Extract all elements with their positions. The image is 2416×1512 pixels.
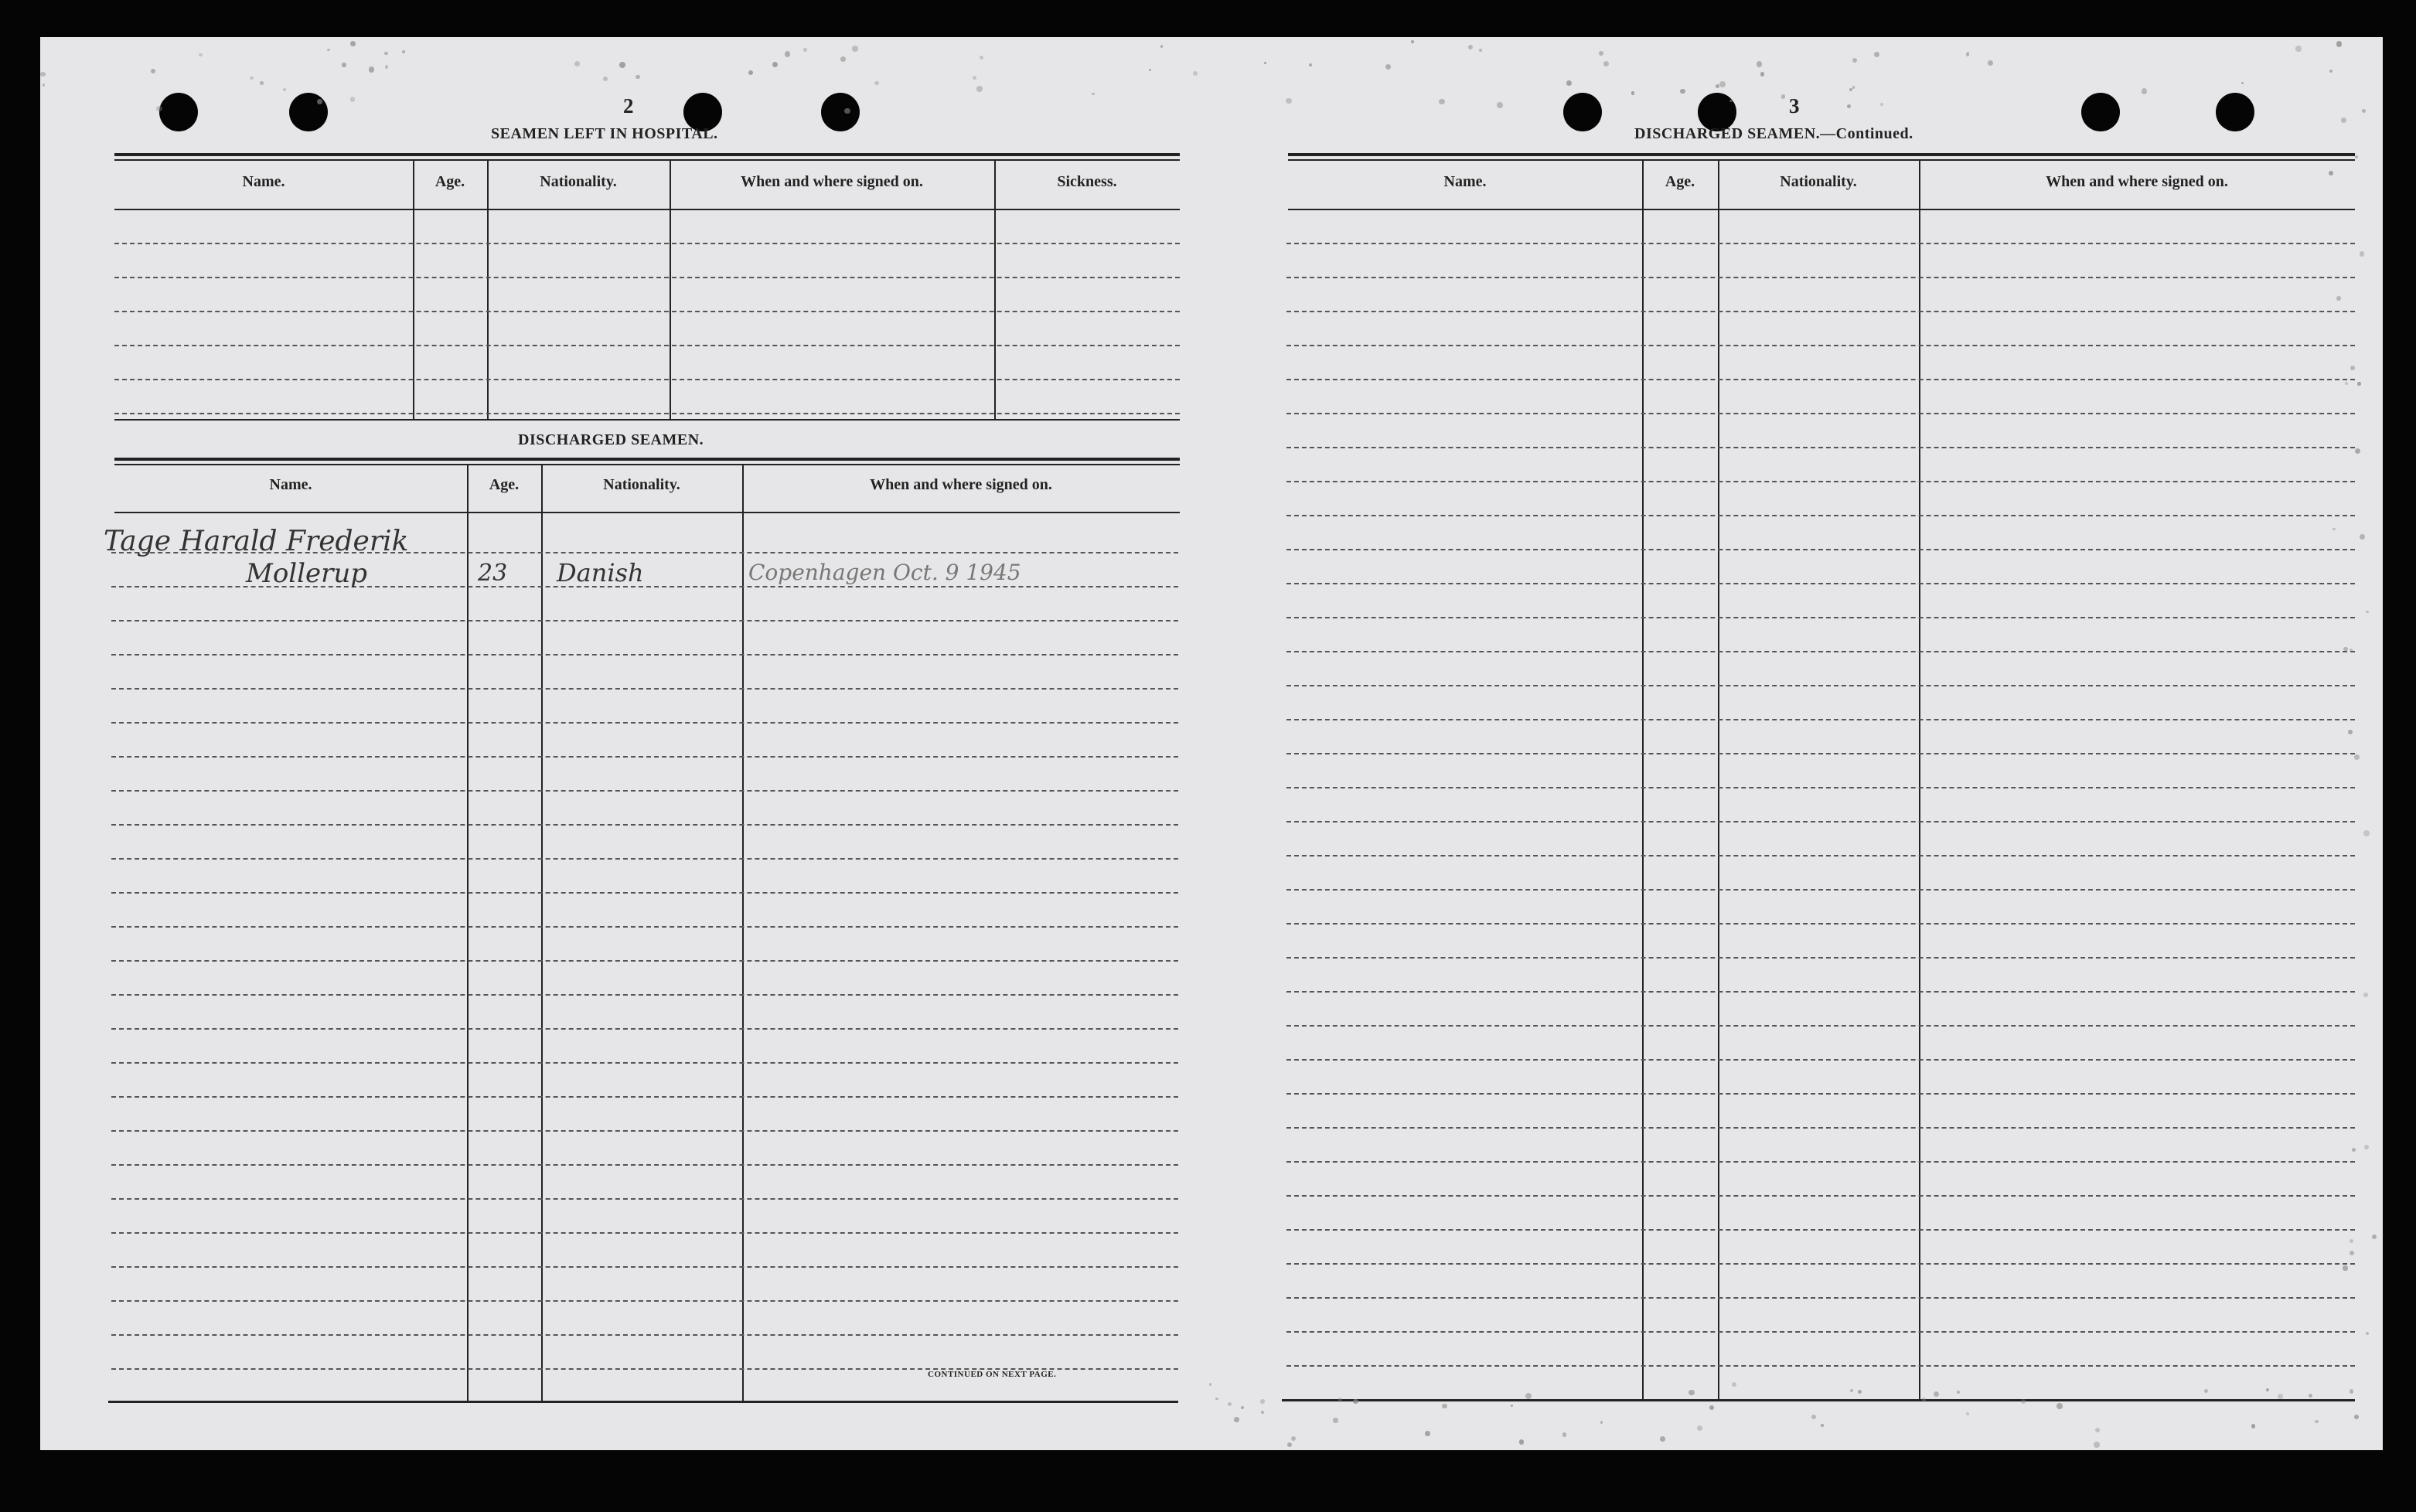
paper-speck (283, 88, 286, 91)
hospital-header-nationality: Nationality. (540, 173, 617, 190)
paper-speck (384, 52, 387, 55)
paper-speck (1562, 1432, 1566, 1436)
paper-speck (840, 56, 846, 62)
discharged-ruled-line (111, 892, 1178, 894)
right-ruled-line (1286, 787, 2355, 788)
paper-speck (1849, 88, 1852, 91)
paper-speck (2345, 382, 2348, 385)
paper-speck (1333, 1418, 1337, 1422)
paper-speck (2352, 1148, 2356, 1152)
paper-speck (1729, 100, 1732, 102)
discharged-ruled-line (111, 1096, 1178, 1098)
paper-speck (619, 62, 625, 68)
discharged-header-nationality: Nationality. (603, 476, 680, 493)
paper-speck (350, 97, 355, 101)
paper-speck (1497, 102, 1503, 108)
right-top-rule-thin (1288, 159, 2355, 161)
paper-speck (2021, 1399, 2026, 1404)
paper-speck (2362, 109, 2366, 113)
hospital-top-rule (114, 153, 1180, 156)
right-ruled-line (1286, 481, 2355, 482)
discharged-ruled-line (111, 1300, 1178, 1302)
paper-speck (603, 77, 608, 81)
paper-speck (2348, 730, 2353, 735)
paper-speck (40, 72, 46, 77)
hospital-ruled-line (114, 243, 1180, 244)
paper-speck (1850, 1389, 1853, 1392)
punch-hole (159, 93, 198, 131)
discharged-bottom-rule (108, 1401, 1178, 1403)
discharged-ruled-line (111, 1164, 1178, 1166)
discharged-top-rule-thin (114, 464, 1180, 465)
paper-speck (2142, 88, 2147, 94)
right-ruled-line (1286, 1161, 2355, 1163)
paper-speck (1385, 64, 1391, 70)
paper-speck (1264, 62, 1266, 64)
paper-speck (385, 65, 388, 68)
paper-speck (1957, 1391, 1960, 1394)
discharged-header-age: Age. (489, 476, 520, 493)
discharged-top-rule (114, 458, 1180, 461)
right-ruled-line (1286, 447, 2355, 448)
discharged-col-divider (742, 465, 744, 1401)
paper-speck (1709, 1405, 1714, 1410)
right-col-divider (1919, 161, 1920, 1399)
paper-speck (1599, 51, 1603, 56)
paper-speck (748, 70, 753, 75)
discharged-ruled-line (111, 790, 1178, 792)
paper-speck (2329, 70, 2333, 73)
hospital-header-signed-on: When and where signed on. (741, 173, 923, 190)
paper-speck (1821, 1424, 1823, 1426)
hospital-bottom-rule (114, 419, 1180, 421)
paper-speck (2350, 1239, 2353, 1243)
paper-speck (1934, 1391, 1940, 1398)
paper-speck (1603, 61, 1609, 66)
paper-speck (1719, 81, 1726, 87)
paper-speck (1874, 52, 1879, 57)
discharged-ruled-line (111, 1266, 1178, 1268)
paper-speck (1228, 1402, 1232, 1406)
paper-speck (2350, 1389, 2353, 1393)
hospital-header-sickness: Sickness. (1057, 173, 1117, 190)
paper-speck (1811, 1415, 1816, 1419)
page-number-left: 2 (623, 94, 634, 117)
right-ruled-line (1286, 1059, 2355, 1061)
entry-name-line1: Tage Harald Frederik (104, 526, 409, 557)
right-ruled-line (1286, 277, 2355, 278)
paper-speck (342, 63, 346, 67)
entry-nationality: Danish (557, 558, 644, 587)
paper-speck (2266, 1388, 2269, 1391)
paper-speck (2366, 611, 2368, 613)
right-ruled-line (1286, 719, 2355, 720)
paper-speck (772, 62, 778, 67)
discharged-ruled-line (111, 926, 1178, 928)
paper-speck (2354, 754, 2360, 760)
paper-speck (1600, 1421, 1603, 1423)
paper-speck (369, 66, 375, 73)
paper-speck (199, 53, 203, 57)
discharged-ruled-line (111, 1062, 1178, 1064)
paper-speck (1757, 61, 1763, 67)
paper-speck (1966, 1412, 1968, 1415)
paper-speck (1160, 45, 1164, 48)
right-ruled-line (1286, 311, 2355, 312)
right-ruled-line (1286, 413, 2355, 414)
paper-speck (1660, 1436, 1665, 1442)
right-ruled-line (1286, 583, 2355, 584)
paper-speck (2350, 1251, 2354, 1255)
paper-speck (1149, 69, 1151, 71)
paper-speck (2350, 366, 2355, 370)
punch-hole (1563, 93, 1602, 131)
paper-speck (1209, 1383, 1212, 1386)
paper-speck (2056, 1403, 2063, 1409)
right-ruled-line (1286, 549, 2355, 550)
hospital-ruled-line (114, 413, 1180, 414)
paper-speck (1631, 91, 1634, 94)
right-ruled-line (1286, 889, 2355, 891)
paper-speck (1566, 80, 1572, 86)
right-ruled-line (1286, 855, 2355, 856)
paper-speck (973, 76, 976, 80)
paper-speck (1092, 93, 1094, 95)
paper-speck (2343, 1265, 2347, 1270)
paper-speck (1988, 60, 1993, 66)
paper-speck (1716, 84, 1719, 88)
paper-speck (2309, 1394, 2312, 1398)
discharged-ruled-line (111, 1198, 1178, 1200)
paper-speck (2364, 1145, 2369, 1149)
paper-speck (976, 86, 982, 91)
discharged-ruled-line (111, 1232, 1178, 1234)
paper-speck (1858, 1390, 1862, 1394)
paper-speck (1847, 104, 1851, 108)
paper-speck (2315, 1420, 2319, 1424)
right-ruled-line (1286, 685, 2355, 686)
paper-speck (1338, 1398, 1342, 1401)
right-ruled-line (1286, 1297, 2355, 1299)
paper-speck (2336, 296, 2341, 301)
punch-hole (2216, 93, 2254, 131)
paper-speck (1519, 1439, 1524, 1444)
discharged-ruled-line (111, 1334, 1178, 1336)
paper-speck (1479, 49, 1483, 53)
right-ruled-line (1286, 1263, 2355, 1265)
paper-speck (2336, 41, 2342, 46)
paper-speck (1442, 1404, 1447, 1409)
right-ruled-line (1286, 1365, 2355, 1367)
discharged-ruled-line (111, 1028, 1178, 1030)
discharged-ruled-line (111, 756, 1178, 758)
paper-speck (260, 81, 264, 85)
discharged-ruled-line (111, 960, 1178, 962)
discharged-section-title: DISCHARGED SEAMEN. (518, 431, 704, 448)
right-ruled-line (1286, 515, 2355, 516)
right-header-nationality: Nationality. (1780, 173, 1857, 190)
discharged-header-underline (114, 512, 1180, 513)
paper-speck (2094, 1442, 2099, 1447)
continued-footer: CONTINUED ON NEXT PAGE. (928, 1370, 1057, 1379)
paper-speck (785, 51, 791, 57)
hospital-ruled-line (114, 311, 1180, 312)
paper-speck (1286, 98, 1291, 104)
entry-name-line2: Mollerup (246, 558, 368, 589)
hospital-section-title: SEAMEN LEFT IN HOSPITAL. (491, 125, 718, 142)
paper-speck (1193, 71, 1198, 76)
right-ruled-line (1286, 617, 2355, 618)
right-ruled-line (1286, 651, 2355, 652)
paper-speck (350, 41, 356, 46)
paper-speck (1215, 1398, 1218, 1401)
discharged-col-divider (467, 465, 469, 1401)
paper-speck (1353, 1399, 1358, 1405)
paper-speck (2278, 1394, 2283, 1399)
right-ruled-line (1286, 243, 2355, 244)
hospital-ruled-line (114, 345, 1180, 346)
right-section-title: DISCHARGED SEAMEN.—Continued. (1634, 125, 1913, 142)
paper-speck (852, 46, 858, 52)
discharged-ruled-line (111, 1130, 1178, 1132)
right-ruled-line (1286, 345, 2355, 346)
right-header-name: Name. (1443, 173, 1487, 190)
right-ruled-line (1286, 1229, 2355, 1231)
discharged-ruled-line (111, 654, 1178, 656)
right-ruled-line (1286, 1025, 2355, 1027)
right-header-underline (1288, 209, 2355, 210)
right-ruled-line (1286, 1331, 2355, 1333)
right-ruled-line (1286, 923, 2355, 925)
right-ruled-line (1286, 1127, 2355, 1129)
hospital-header-underline (114, 209, 1180, 210)
discharged-ruled-line (111, 688, 1178, 690)
paper-speck (2363, 830, 2370, 836)
paper-speck (2241, 82, 2244, 85)
paper-speck (636, 75, 640, 80)
paper-speck (2095, 1428, 2100, 1432)
paper-speck (2333, 528, 2335, 530)
discharged-ruled-line (111, 858, 1178, 860)
paper-speck (2251, 1424, 2255, 1428)
hospital-top-rule-thin (114, 159, 1180, 161)
paper-speck (2360, 534, 2365, 540)
paper-speck (1922, 1398, 1926, 1401)
right-ruled-line (1286, 1195, 2355, 1197)
paper-speck (402, 50, 405, 53)
paper-speck (2363, 993, 2368, 997)
punch-hole (2081, 93, 2120, 131)
discharged-col-divider (541, 465, 543, 1401)
right-col-divider (1718, 161, 1719, 1399)
paper-speck (2295, 46, 2301, 51)
right-header-signed-on: When and where signed on. (2046, 173, 2228, 190)
paper-speck (803, 48, 807, 52)
discharged-header-name: Name. (269, 476, 312, 493)
paper-speck (1525, 1393, 1532, 1399)
discharged-ruled-line (111, 994, 1178, 996)
paper-speck (43, 83, 45, 86)
paper-speck (2355, 155, 2358, 158)
page-number-right: 3 (1789, 94, 1800, 117)
discharged-ruled-line (111, 824, 1178, 826)
paper-speck (1411, 40, 1414, 43)
paper-speck (2366, 1332, 2369, 1335)
paper-speck (1852, 86, 1855, 88)
paper-speck (1241, 1406, 1244, 1409)
right-col-divider (1642, 161, 1644, 1399)
paper-speck (1680, 89, 1685, 94)
paper-speck (1697, 1425, 1702, 1431)
paper-speck (1781, 94, 1786, 99)
right-bottom-rule (1282, 1399, 2355, 1401)
paper-speck (1309, 63, 1312, 66)
right-ruled-line (1286, 821, 2355, 822)
entry-age: 23 (478, 560, 508, 587)
paper-speck (2355, 448, 2360, 454)
paper-speck (1261, 1411, 1264, 1414)
paper-speck (1287, 1442, 1292, 1447)
right-top-rule (1288, 153, 2355, 156)
hospital-ruled-line (114, 379, 1180, 380)
right-ruled-line (1286, 957, 2355, 959)
punch-hole (821, 93, 860, 131)
hospital-header-age: Age. (434, 173, 465, 190)
right-header-age: Age. (1665, 173, 1695, 190)
paper-speck (874, 81, 878, 85)
paper-speck (1511, 1405, 1513, 1407)
paper-speck (2360, 251, 2364, 256)
paper-speck (844, 108, 850, 114)
paper-speck (1439, 99, 1445, 105)
discharged-header-signed-on: When and where signed on. (870, 476, 1052, 493)
right-ruled-line (1286, 1093, 2355, 1095)
paper-speck (574, 61, 580, 66)
discharged-ruled-line (111, 722, 1178, 724)
paper-speck (250, 77, 253, 80)
paper-speck (1852, 58, 1857, 63)
entry-signed-on: Copenhagen Oct. 9 1945 (748, 560, 1021, 585)
paper-speck (1425, 1431, 1430, 1436)
paper-speck (1291, 1436, 1296, 1441)
paper-speck (1966, 53, 1970, 56)
paper-speck (2204, 1389, 2208, 1393)
right-ruled-line (1286, 379, 2355, 380)
paper-speck (2341, 117, 2346, 123)
paper-speck (1880, 103, 1883, 106)
paper-speck (327, 49, 330, 52)
paper-speck (1760, 72, 1765, 77)
paper-speck (2372, 1234, 2377, 1240)
punch-hole (289, 93, 328, 131)
hospital-header-name: Name. (242, 173, 285, 190)
discharged-ruled-line (111, 620, 1178, 621)
paper-speck (2357, 382, 2360, 385)
paper-speck (1688, 1390, 1694, 1395)
hospital-ruled-line (114, 277, 1180, 278)
paper-speck (1468, 45, 1473, 49)
paper-speck (1234, 1417, 1239, 1422)
paper-speck (2354, 1415, 2359, 1419)
ledger-sheet (40, 37, 2383, 1450)
right-ruled-line (1286, 753, 2355, 754)
paper-speck (1260, 1399, 1264, 1403)
right-ruled-line (1286, 991, 2355, 993)
paper-speck (1732, 1382, 1736, 1387)
paper-speck (980, 56, 983, 60)
paper-speck (151, 69, 155, 73)
